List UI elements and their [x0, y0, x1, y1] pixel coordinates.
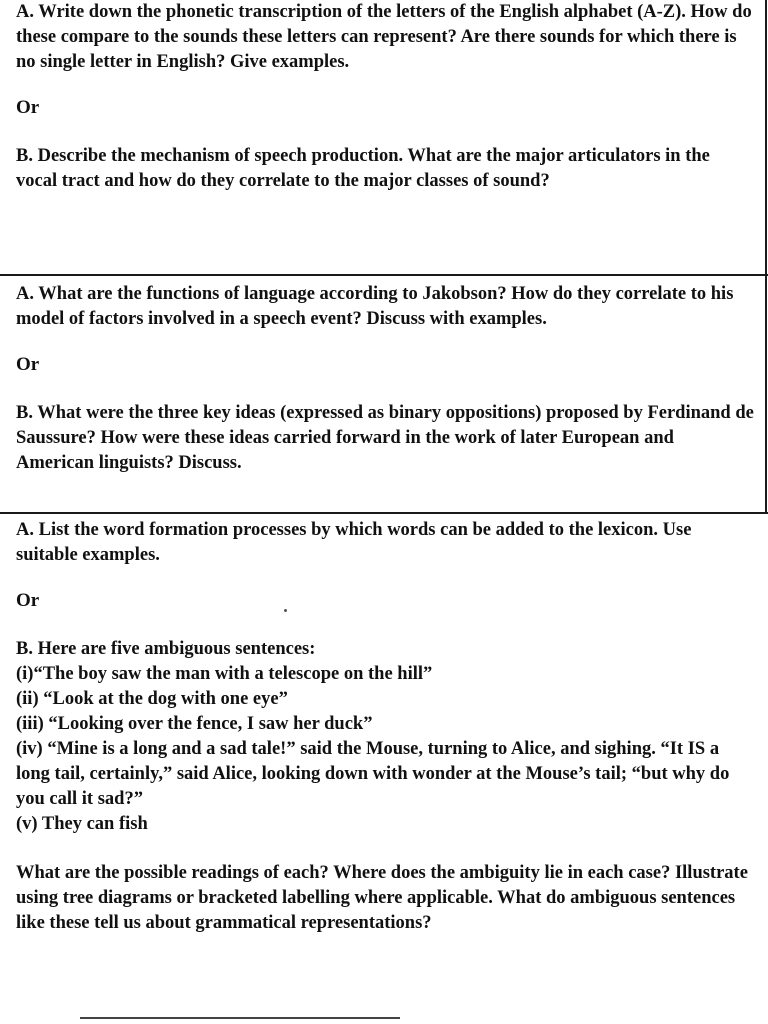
question-3b-prompt: What are the possible readings of each? Where does the ambiguity lie in each case? Illustrate using tree diagrams or bracketed labelling where applicable. What do ambiguous sentences like these tell us about grammatical representations?: [16, 863, 748, 933]
ambiguous-sentence-3: (iii) “Looking over the fence, I saw her duck”: [16, 714, 373, 734]
question-3b-intro: B. Here are five ambiguous sentences:: [16, 639, 316, 659]
question-3a: A. List the word formation processes by which words can be added to the lexicon. Use suitable examples.: [16, 520, 692, 565]
bottom-rule: [80, 1017, 400, 1019]
ambiguous-sentence-1: (i)“The boy saw the man with a telescope on the hill”: [16, 664, 433, 684]
question-3-or: Or: [16, 590, 40, 611]
stray-mark: [284, 609, 287, 612]
question-block-1: [0, 0, 768, 276]
question-2b: B. What were the three key ideas (expressed as binary oppositions) proposed by Ferdinand de Saussure? How were these ideas carried forward in the work of later European and American linguists? Discuss.: [16, 403, 754, 473]
question-1b: B. Describe the mechanism of speech production. What are the major articulators in the vocal tract and how do they correlate to the major classes of sound?: [16, 146, 710, 191]
question-2-or: Or: [16, 354, 40, 375]
question-1a: A. Write down the phonetic transcription of the letters of the English alphabet (A-Z). How do these compare to the sounds these letters can represent? Are there sounds for which there is no single letter in English? Give examples.: [16, 2, 752, 72]
ambiguous-sentence-2: (ii) “Look at the dog with one eye”: [16, 689, 288, 709]
ambiguous-sentence-5: (v) They can fish: [16, 814, 148, 834]
ambiguous-sentence-4: (iv) “Mine is a long and a sad tale!” said the Mouse, turning to Alice, and sighing. “It IS a long tail, certainly,” said Alice, looking down with wonder at the Mouse’s tail; “but why do you call it sad?”: [16, 739, 730, 809]
question-block-2: [0, 276, 768, 514]
question-2a: A. What are the functions of language according to Jakobson? How do they correlate to his model of factors involved in a speech event? Discuss with examples.: [16, 284, 734, 329]
question-block-3: [0, 514, 768, 1024]
question-1-or: Or: [16, 97, 40, 118]
